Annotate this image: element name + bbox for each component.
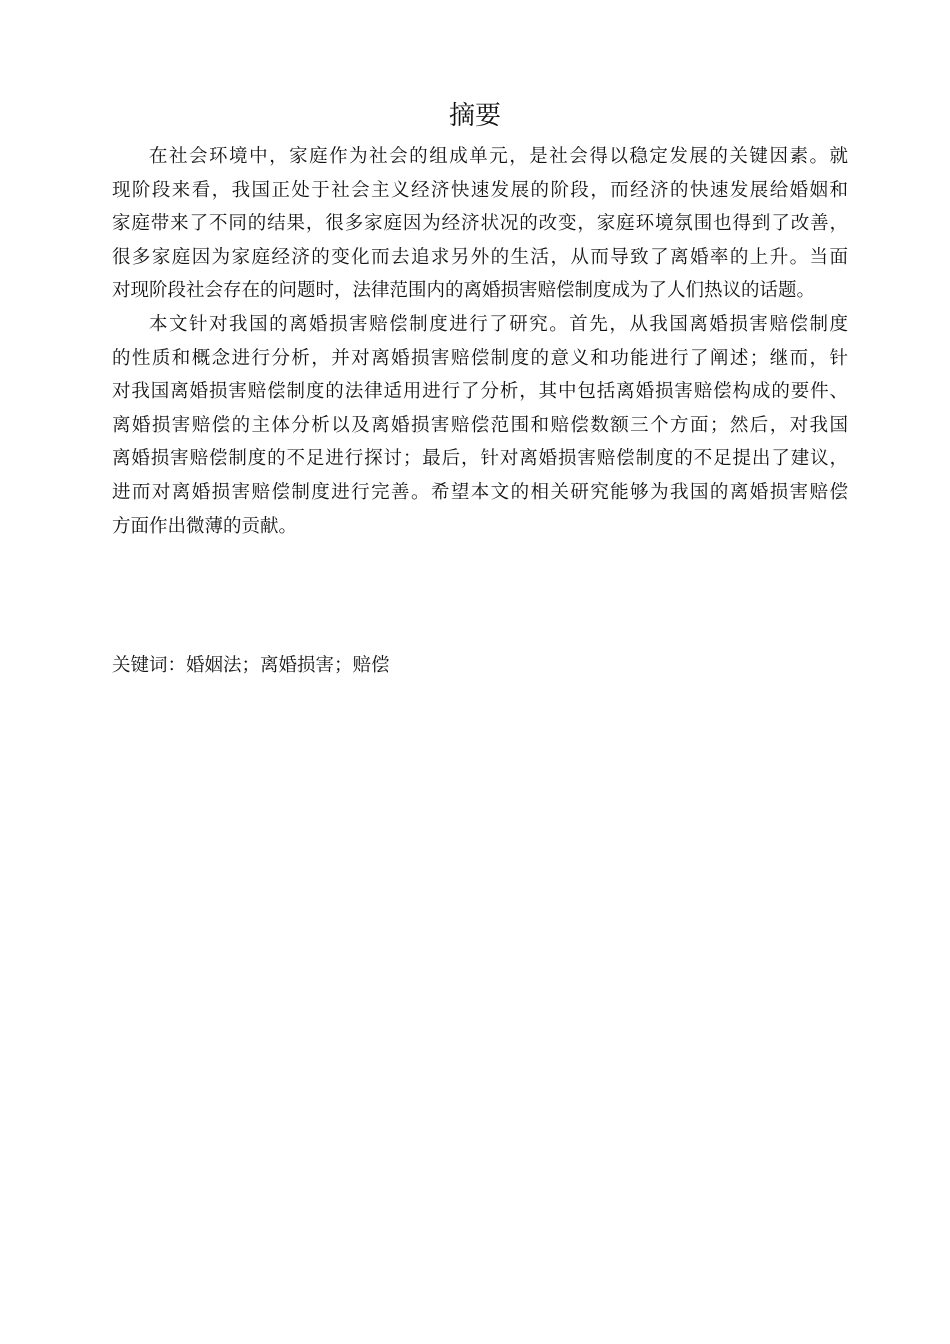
abstract-paragraph-1 [112, 140, 848, 308]
paragraph-line: 对现阶段社会存在的问题时，法律范围内的离婚损害赔偿制度成为了人们热议的话题。 [112, 280, 816, 302]
paragraph-line: 很多家庭因为家庭经济的变化而去追求另外的生活，从而导致了离婚率的上升。当面 [112, 246, 848, 268]
abstract-paragraph-2 [112, 308, 848, 543]
paragraph-line: 的性质和概念进行分析，并对离婚损害赔偿制度的意义和功能进行了阐述；继而，针 [112, 347, 848, 369]
paragraph-line: 在社会环境中，家庭作为社会的组成单元，是社会得以稳定发展的关键因素。就 [149, 146, 848, 167]
paragraph-line: 方面作出微薄的贡献。 [112, 515, 298, 537]
abstract-body [112, 140, 848, 543]
keywords-value: 婚姻法；离婚损害；赔偿 [186, 655, 390, 676]
paragraph-line: 离婚损害赔偿的主体分析以及离婚损害赔偿范围和赔偿数额三个方面；然后，对我国 [112, 414, 848, 436]
paragraph-line: 本文针对我国的离婚损害赔偿制度进行了研究。首先，从我国离婚损害赔偿制度 [149, 313, 848, 335]
paragraph-line: 对我国离婚损害赔偿制度的法律适用进行了分析，其中包括离婚损害赔偿构成的要件、 [112, 381, 848, 403]
keywords-label: 关键词： [112, 655, 187, 676]
paragraph-line: 离婚损害赔偿制度的不足进行探讨；最后，针对离婚损害赔偿制度的不足提出了建议， [112, 448, 848, 470]
paragraph-line: 进而对离婚损害赔偿制度进行完善。希望本文的相关研究能够为我国的离婚损害赔偿 [112, 481, 848, 503]
abstract-title: 摘要 [448, 101, 501, 131]
paragraph-line: 家庭带来了不同的结果，很多家庭因为经济状况的改变，家庭环境氛围也得到了改善， [112, 213, 848, 235]
paragraph-line: 现阶段来看，我国正处于社会主义经济快速发展的阶段，而经济的快速发展给婚姻和 [112, 179, 848, 201]
keywords-line [112, 649, 390, 683]
